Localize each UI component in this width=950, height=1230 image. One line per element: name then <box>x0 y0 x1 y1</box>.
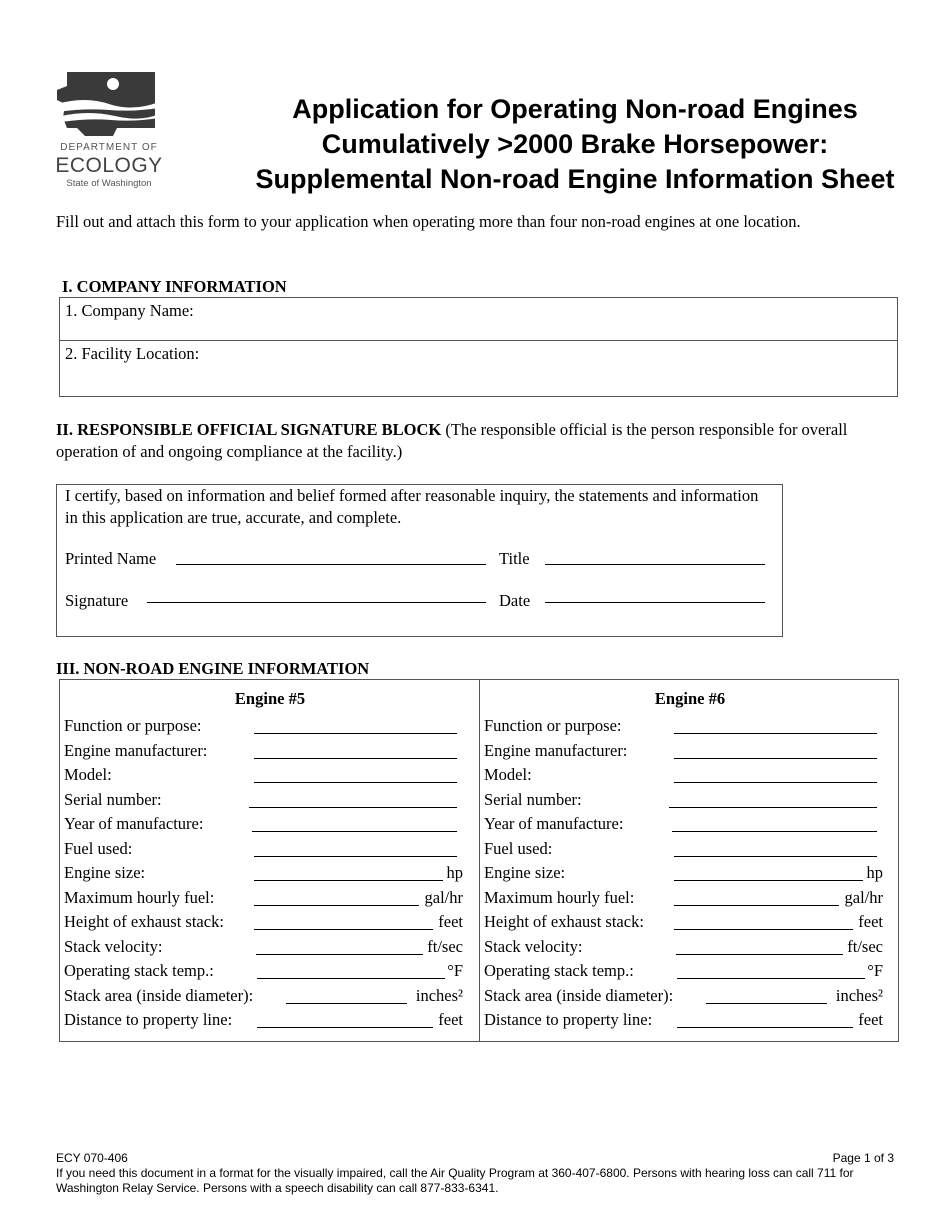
engine-6-maximum-hourly-fuel-field[interactable] <box>674 905 839 906</box>
printed-name-field[interactable] <box>176 564 486 565</box>
engine-6-fuel-used-label: Fuel used: <box>484 838 553 858</box>
engine-5-serial-number-label: Serial number: <box>64 789 162 809</box>
certification-box <box>56 484 783 637</box>
engine-6-engine-size-label: Engine size: <box>484 863 566 882</box>
engine-6-engine-manufacturer-row <box>484 741 889 765</box>
engine-6-serial-number-field[interactable] <box>669 807 877 808</box>
engine-6-serial-number-row <box>484 790 889 814</box>
engine-5-maximum-hourly-fuel-field[interactable] <box>254 905 419 906</box>
title-line-3: Supplemental Non-road Engine Information Sheet <box>255 164 895 194</box>
engine-5-height-of-exhaust-stack-unit: feet <box>438 912 463 931</box>
logo-state-text: State of Washington <box>66 178 152 189</box>
engine-5-column <box>60 680 480 1041</box>
engine-5-fuel-used-field[interactable] <box>254 856 457 857</box>
engine-5-distance-to-property-line-field[interactable] <box>257 1027 433 1028</box>
engine-5-stack-area-inside-diameter-field[interactable] <box>286 1003 407 1004</box>
engine-6-maximum-hourly-fuel-unit: gal/hr <box>844 887 883 907</box>
engine-5-stack-area-inside-diameter-label: Stack area (inside diameter): <box>64 985 254 1005</box>
engine-6-operating-stack-temp-field[interactable] <box>677 978 865 979</box>
engine-6-distance-to-property-line-field[interactable] <box>677 1027 853 1028</box>
engine-6-height-of-exhaust-stack-field[interactable] <box>674 929 853 930</box>
engine-6-operating-stack-temp-unit: °F <box>867 961 883 980</box>
engine-5-serial-number-field[interactable] <box>249 807 457 808</box>
engine-5-engine-size-field[interactable] <box>254 880 443 881</box>
engine-5-fuel-used-row <box>64 839 469 863</box>
printed-name-label: Printed Name <box>65 549 157 568</box>
engine-6-model-label: Model: <box>484 765 532 784</box>
date-field[interactable] <box>545 602 765 603</box>
engine-6-serial-number-label: Serial number: <box>484 789 582 809</box>
engine-6-distance-to-property-line-label: Distance to property line: <box>484 1010 653 1029</box>
company-name-label: 1. Company Name: <box>65 301 194 320</box>
logo-ecology-text: ECOLOGY <box>55 154 163 177</box>
engine-5-operating-stack-temp-unit: °F <box>447 961 463 980</box>
title-field[interactable] <box>545 564 765 565</box>
engine-6-stack-velocity-label: Stack velocity: <box>484 936 583 956</box>
engine-information-heading: III. NON-ROAD ENGINE INFORMATION <box>56 659 370 678</box>
page-number: Page 1 of 3 <box>832 1151 894 1165</box>
signature-block-heading <box>56 419 856 463</box>
engine-5-engine-size-label: Engine size: <box>64 863 146 882</box>
certification-text: I certify, based on information and belief formed after reasonable inquiry, the statements and information in this application are true, accurate, and complete. <box>65 486 759 527</box>
engine-6-model-row <box>484 765 889 789</box>
washington-state-logo-icon <box>55 70 163 142</box>
signature-label: Signature <box>65 591 129 610</box>
engine-5-engine-manufacturer-field[interactable] <box>254 758 457 759</box>
logo-department-text: DEPARTMENT OF <box>60 142 158 153</box>
engine-6-engine-size-unit: hp <box>866 863 883 882</box>
engine-6-maximum-hourly-fuel-row <box>484 888 889 912</box>
intro-text: Fill out and attach this form to your application when operating more than four non-road engines at one location. <box>56 212 801 231</box>
date-label: Date <box>499 591 531 610</box>
engine-6-engine-size-row <box>484 863 889 887</box>
title-label: Title <box>499 549 530 568</box>
facility-location-label: 2. Facility Location: <box>65 344 200 363</box>
engine-6-engine-size-field[interactable] <box>674 880 863 881</box>
engine-5-model-row <box>64 765 469 789</box>
engine-5-height-of-exhaust-stack-field[interactable] <box>254 929 433 930</box>
engine-5-stack-velocity-label: Stack velocity: <box>64 936 163 956</box>
engine-6-stack-velocity-row <box>484 937 889 961</box>
ecology-logo <box>55 70 163 192</box>
engine-6-fuel-used-field[interactable] <box>674 856 877 857</box>
engine-5-distance-to-property-line-row <box>64 1010 469 1034</box>
engine-6-year-of-manufacture-label: Year of manufacture: <box>484 814 624 833</box>
engine-6-stack-velocity-unit: ft/sec <box>847 936 883 956</box>
page-title <box>205 92 945 197</box>
signature-block-note: (The responsible official is the person responsible for overall operation of and ongoing compliance at the facility.) <box>56 420 848 461</box>
engine-6-stack-area-inside-diameter-label: Stack area (inside diameter): <box>484 985 674 1005</box>
engine-5-stack-area-inside-diameter-row <box>64 986 469 1010</box>
engine-5-stack-area-inside-diameter-unit: inches² <box>415 985 463 1005</box>
engine-5-stack-velocity-row <box>64 937 469 961</box>
engine-5-distance-to-property-line-unit: feet <box>438 1010 463 1029</box>
title-line-2: Cumulatively >2000 Brake Horsepower: <box>321 129 829 159</box>
engine-6-height-of-exhaust-stack-row <box>484 912 889 936</box>
signature-block-title: II. RESPONSIBLE OFFICIAL SIGNATURE BLOCK <box>56 420 442 439</box>
engine-6-stack-area-inside-diameter-row <box>484 986 889 1010</box>
engine-6-height-of-exhaust-stack-label: Height of exhaust stack: <box>484 912 644 931</box>
engine-5-engine-size-row <box>64 863 469 887</box>
engine-6-year-of-manufacture-row <box>484 814 889 838</box>
signature-field[interactable] <box>147 602 486 603</box>
engine-6-function-or-purpose-label: Function or purpose: <box>484 716 622 735</box>
engine-5-operating-stack-temp-field[interactable] <box>257 978 445 979</box>
engine-5-height-of-exhaust-stack-row <box>64 912 469 936</box>
engine-6-engine-manufacturer-field[interactable] <box>674 758 877 759</box>
engine-6-maximum-hourly-fuel-label: Maximum hourly fuel: <box>484 887 635 907</box>
page-footer <box>56 1151 894 1196</box>
engine-6-year-of-manufacture-field[interactable] <box>672 831 877 832</box>
engine-6-height-of-exhaust-stack-unit: feet <box>858 912 883 931</box>
engine-5-engine-manufacturer-label: Engine manufacturer: <box>64 740 208 760</box>
engine-5-year-of-manufacture-row <box>64 814 469 838</box>
engine-5-height-of-exhaust-stack-label: Height of exhaust stack: <box>64 912 224 931</box>
engine-5-operating-stack-temp-label: Operating stack temp.: <box>64 961 214 980</box>
engine-6-function-or-purpose-row <box>484 716 889 740</box>
engine-6-distance-to-property-line-unit: feet <box>858 1010 883 1029</box>
engine-6-stack-area-inside-diameter-unit: inches² <box>835 985 883 1005</box>
engine-5-maximum-hourly-fuel-row <box>64 888 469 912</box>
engine-5-year-of-manufacture-label: Year of manufacture: <box>64 814 204 833</box>
engine-5-operating-stack-temp-row <box>64 961 469 985</box>
engine-6-distance-to-property-line-row <box>484 1010 889 1034</box>
engine-5-model-field[interactable] <box>254 782 457 783</box>
form-number: ECY 070-406 <box>56 1151 128 1165</box>
engine-5-function-or-purpose-field[interactable] <box>254 733 457 734</box>
engine-6-engine-manufacturer-label: Engine manufacturer: <box>484 740 628 760</box>
engine-5-distance-to-property-line-label: Distance to property line: <box>64 1010 233 1029</box>
engine-6-operating-stack-temp-row <box>484 961 889 985</box>
engine-6-stack-velocity-field[interactable] <box>676 954 843 955</box>
engine-6-model-field[interactable] <box>674 782 877 783</box>
accessibility-notice: If you need this document in a format for the visually impaired, call the Air Quality Program at 360-407-6800. Persons with hearing loss can call 711 for Washington Relay Service. Persons with a speech disability can call 877-833-6341. <box>56 1166 854 1195</box>
engine-6-operating-stack-temp-label: Operating stack temp.: <box>484 961 634 980</box>
company-name-row[interactable] <box>60 298 897 341</box>
engine-5-maximum-hourly-fuel-unit: gal/hr <box>424 887 463 907</box>
engine-5-fuel-used-label: Fuel used: <box>64 838 133 858</box>
engine-5-engine-manufacturer-row <box>64 741 469 765</box>
facility-location-row[interactable] <box>60 341 897 397</box>
engine-5-stack-velocity-field[interactable] <box>256 954 423 955</box>
engine-5-engine-size-unit: hp <box>446 863 463 882</box>
engine-6-column <box>479 680 899 1041</box>
engine-5-function-or-purpose-label: Function or purpose: <box>64 716 202 735</box>
company-information-heading: I. COMPANY INFORMATION <box>62 277 287 296</box>
company-information-box <box>59 297 898 397</box>
engine-5-function-or-purpose-row <box>64 716 469 740</box>
engine-information-table <box>59 679 899 1042</box>
engine-5-model-label: Model: <box>64 765 112 784</box>
engine-6-fuel-used-row <box>484 839 889 863</box>
engine-6-title: Engine #6 <box>654 689 726 708</box>
engine-6-stack-area-inside-diameter-field[interactable] <box>706 1003 827 1004</box>
title-line-1: Application for Operating Non-road Engines <box>292 94 858 124</box>
engine-6-function-or-purpose-field[interactable] <box>674 733 877 734</box>
engine-5-stack-velocity-unit: ft/sec <box>427 936 463 956</box>
engine-5-year-of-manufacture-field[interactable] <box>252 831 457 832</box>
engine-5-serial-number-row <box>64 790 469 814</box>
engine-5-maximum-hourly-fuel-label: Maximum hourly fuel: <box>64 887 215 907</box>
engine-5-title: Engine #5 <box>234 689 306 708</box>
